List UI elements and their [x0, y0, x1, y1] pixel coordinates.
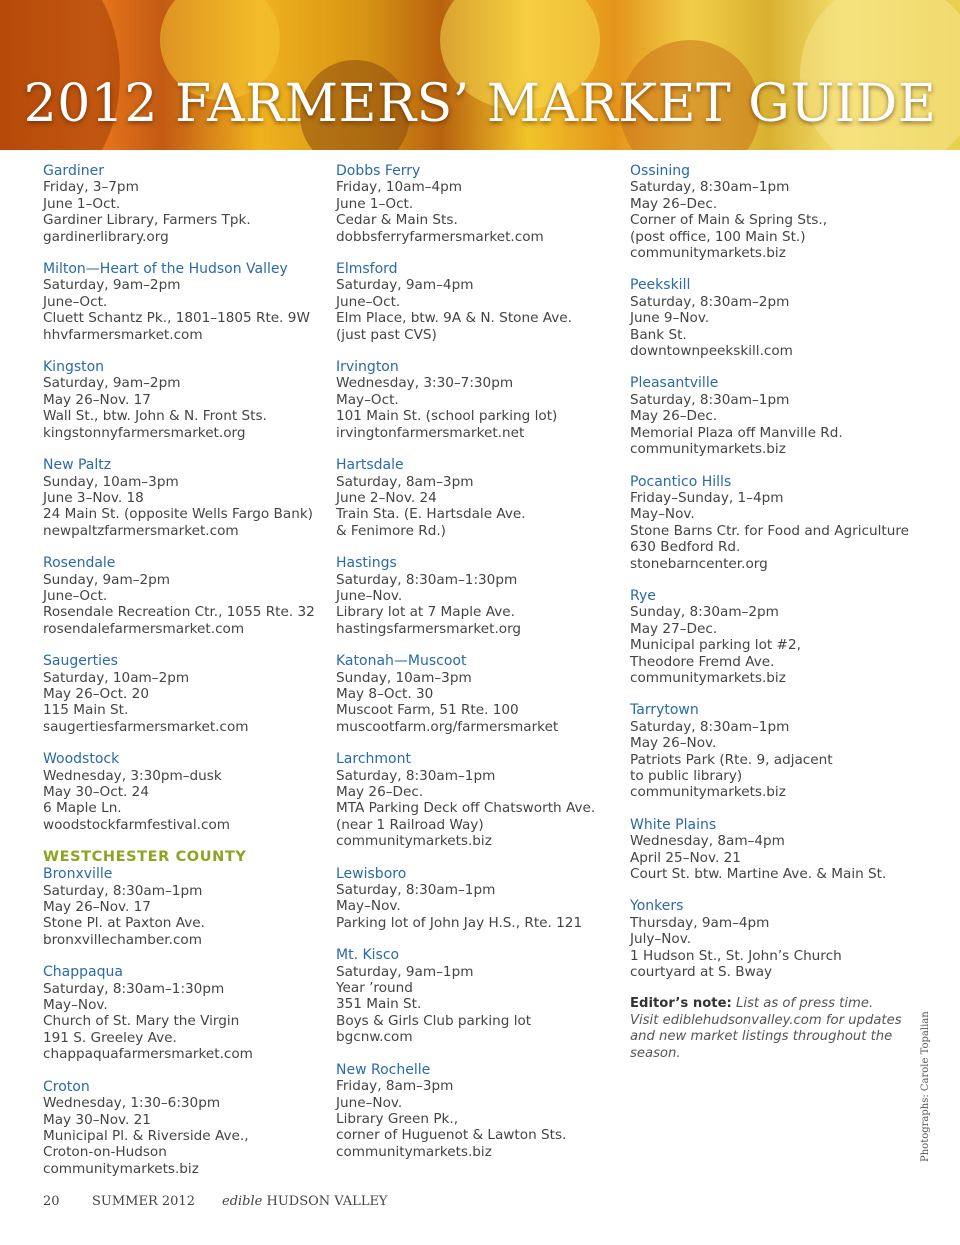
market-detail: 115 Main St.	[43, 702, 129, 719]
market-name: Croton	[43, 1078, 90, 1095]
market-column-2	[336, 163, 636, 1176]
market-column-3-entries	[630, 163, 910, 980]
editor-note-text: List as of press time.	[736, 996, 874, 1012]
market-detail: Rosendale Recreation Ctr., 1055 Rte. 32	[43, 604, 315, 621]
footer-brand-italic: edible	[222, 1194, 263, 1209]
market-detail: May 8–Oct. 30	[336, 685, 434, 702]
market-entry-lewisboro	[336, 866, 636, 932]
market-detail: kingstonnyfarmersmarket.org	[43, 424, 246, 441]
market-detail: Wall St., btw. John & N. Front Sts.	[43, 408, 267, 425]
market-detail: gardinerlibrary.org	[43, 228, 169, 245]
market-name: New Rochelle	[336, 1061, 431, 1078]
market-detail: June–Nov.	[336, 1094, 403, 1111]
market-detail: Saturday, 8am–3pm	[336, 473, 474, 490]
editor-note	[630, 996, 910, 1062]
market-detail: Municipal parking lot #2,	[630, 637, 801, 654]
market-entry-mt-kisco	[336, 947, 636, 1045]
market-detail: Bank St.	[630, 326, 687, 343]
market-entry-saugerties	[43, 653, 343, 735]
market-detail: Library lot at 7 Maple Ave.	[336, 604, 515, 621]
market-detail: communitymarkets.biz	[336, 1143, 492, 1160]
market-detail: Saturday, 9am–4pm	[336, 277, 474, 294]
market-detail: May 26–Oct. 20	[43, 685, 149, 702]
market-detail: May 26–Nov. 17	[43, 391, 151, 408]
footer-brand	[222, 1194, 388, 1209]
footer-brand-name: HUDSON VALLEY	[266, 1194, 388, 1209]
market-detail: Saturday, 8:30am–1pm	[630, 179, 790, 196]
market-detail: June–Oct.	[336, 293, 401, 310]
market-detail: Theodore Fremd Ave.	[630, 653, 775, 670]
market-name: New Paltz	[43, 457, 112, 474]
market-name: Mt. Kisco	[336, 947, 400, 964]
editor-note-visit: Visit ediblehudsonvalley.com for updates and new market listings throughout the season.	[630, 1012, 902, 1061]
market-detail: 6 Maple Ln.	[43, 800, 122, 817]
market-detail: Thursday, 9am–4pm	[630, 914, 770, 931]
market-detail: Saturday, 9am–1pm	[336, 963, 474, 980]
market-detail: hhvfarmersmarket.com	[43, 326, 203, 343]
market-detail: June 3–Nov. 18	[43, 489, 144, 506]
market-detail: newpaltzfarmersmarket.com	[43, 522, 239, 539]
market-detail: June 1–Oct.	[336, 195, 414, 212]
market-entry-croton	[43, 1079, 343, 1177]
market-detail: June–Oct.	[43, 587, 108, 604]
market-name: Irvington	[336, 359, 399, 376]
market-detail: Sunday, 9am–2pm	[43, 571, 171, 588]
market-detail: Friday, 3–7pm	[43, 179, 139, 196]
market-detail: May 26–Dec.	[336, 784, 424, 800]
market-detail: May–Nov.	[630, 506, 695, 523]
market-detail: saugertiesfarmersmarket.com	[43, 718, 249, 735]
market-detail: Stone Barns Ctr. for Food and Agriculture	[630, 522, 909, 539]
market-detail: Saturday, 8:30am–1pm	[336, 767, 496, 784]
market-detail: Cedar & Main Sts.	[336, 212, 458, 229]
market-detail: 630 Bedford Rd.	[630, 539, 741, 556]
market-entry-white-plains	[630, 817, 910, 883]
market-entry-hartsdale	[336, 457, 636, 539]
market-name: Dobbs Ferry	[336, 163, 421, 179]
market-name: Milton—Heart of the Hudson Valley	[43, 261, 288, 278]
editor-note-label: Editor’s note:	[630, 996, 732, 1012]
market-entry-elmsford	[336, 261, 636, 343]
market-detail: communitymarkets.biz	[630, 669, 786, 686]
market-detail: Saturday, 10am–2pm	[43, 669, 190, 686]
market-detail: Patriots Park (Rte. 9, adjacent	[630, 751, 833, 768]
market-detail: Saturday, 8:30am–1pm	[336, 882, 496, 899]
market-entry-new-paltz	[43, 457, 343, 539]
market-detail: 101 Main St. (school parking lot)	[336, 408, 558, 425]
market-detail: Corner of Main & Spring Sts.,	[630, 212, 828, 229]
market-detail: bronxvillechamber.com	[43, 931, 202, 948]
market-detail: June 9–Nov.	[630, 310, 710, 327]
market-detail: May 30–Nov. 21	[43, 1111, 151, 1128]
market-entry-pleasantville	[630, 375, 910, 457]
market-detail: May–Nov.	[43, 997, 108, 1014]
market-name: White Plains	[630, 816, 717, 833]
market-entry-irvington	[336, 359, 636, 441]
market-detail: Saturday, 9am–2pm	[43, 375, 181, 392]
market-name: Tarrytown	[630, 702, 699, 719]
market-entry-new-rochelle	[336, 1062, 636, 1160]
market-detail: bgcnw.com	[336, 1029, 413, 1046]
market-name: Peekskill	[630, 277, 691, 294]
market-detail: (post office, 100 Main St.)	[630, 228, 806, 245]
county-heading: WESTCHESTER COUNTY	[43, 849, 247, 866]
market-name: Katonah—Muscoot	[336, 653, 467, 670]
market-name: Larchmont	[336, 751, 411, 768]
market-detail: communitymarkets.biz	[43, 1160, 199, 1177]
market-entry-rosendale	[43, 555, 343, 637]
market-detail: downtownpeekskill.com	[630, 343, 793, 360]
market-detail: Train Sta. (E. Hartsdale Ave.	[336, 506, 526, 523]
market-detail: May 26–Dec.	[630, 408, 718, 425]
market-detail: dobbsferryfarmersmarket.com	[336, 228, 544, 245]
market-detail: Saturday, 8:30am–1:30pm	[43, 980, 225, 997]
market-detail: Saturday, 8:30am–1pm	[43, 882, 203, 899]
market-detail: Friday–Sunday, 1–4pm	[630, 489, 784, 506]
market-detail: hastingsfarmersmarket.org	[336, 620, 522, 637]
market-detail: Cluett Schantz Pk., 1801–1805 Rte. 9W	[43, 310, 310, 327]
market-name: Kingston	[43, 359, 105, 376]
market-detail: June 1–Oct.	[43, 195, 121, 212]
footer-issue: SUMMER 2012	[92, 1194, 195, 1209]
market-detail: Croton-on-Hudson	[43, 1144, 167, 1161]
market-entry-yonkers	[630, 898, 910, 980]
market-detail: Saturday, 8:30am–2pm	[630, 293, 790, 310]
market-detail: 351 Main St.	[336, 996, 422, 1013]
market-detail: corner of Huguenot & Lawton Sts.	[336, 1127, 567, 1144]
market-detail: Wednesday, 8am–4pm	[630, 833, 785, 850]
market-detail: May 26–Dec.	[630, 195, 718, 212]
market-detail: May 26–Nov.	[630, 735, 717, 752]
market-detail: Gardiner Library, Farmers Tpk.	[43, 212, 251, 229]
market-detail: Wednesday, 1:30–6:30pm	[43, 1095, 221, 1112]
market-detail: Saturday, 8:30am–1pm	[630, 718, 790, 735]
market-detail: courtyard at S. Bway	[630, 964, 773, 981]
market-name: Pleasantville	[630, 375, 719, 392]
market-entry-peekskill	[630, 277, 910, 359]
market-name: Rye	[630, 587, 656, 604]
market-detail: Saturday, 8:30am–1:30pm	[336, 571, 518, 588]
photo-credit: Photographs: Carole Topalian	[920, 1011, 931, 1162]
market-entry-kingston	[43, 359, 343, 441]
market-detail: Year ’round	[336, 980, 413, 997]
market-detail: April 25–Nov. 21	[630, 849, 741, 866]
page-title: 2012 FARMERS’ MARKET GUIDE	[23, 74, 937, 134]
market-entry-pocantico-hills	[630, 474, 910, 572]
market-detail: 191 S. Greeley Ave.	[43, 1029, 177, 1046]
market-detail: (near 1 Railroad Way)	[336, 816, 484, 833]
market-name: Elmsford	[336, 261, 398, 278]
market-name: Pocantico Hills	[630, 473, 732, 490]
market-detail: communitymarkets.biz	[336, 833, 492, 850]
market-name: Bronxville	[43, 866, 113, 883]
market-detail: communitymarkets.biz	[630, 784, 786, 801]
market-detail: Library Green Pk.,	[336, 1110, 459, 1127]
header-banner	[0, 0, 960, 150]
market-detail: Sunday, 10am–3pm	[336, 669, 472, 686]
market-entry-hastings	[336, 555, 636, 637]
market-detail: Church of St. Mary the Virgin	[43, 1013, 240, 1030]
market-detail: Boys & Girls Club parking lot	[336, 1012, 532, 1029]
market-detail: woodstockfarmfestival.com	[43, 816, 231, 833]
market-entry-katonah-muscoot	[336, 653, 636, 735]
market-detail: muscootfarm.org/farmersmarket	[336, 718, 559, 735]
market-entry-woodstock	[43, 751, 343, 833]
market-detail: (just past CVS)	[336, 326, 437, 343]
market-entry-chappaqua	[43, 964, 343, 1062]
market-detail: Muscoot Farm, 51 Rte. 100	[336, 702, 519, 719]
market-detail: June 2–Nov. 24	[336, 489, 437, 506]
market-name: Yonkers	[630, 898, 684, 915]
market-detail: & Fenimore Rd.)	[336, 522, 446, 539]
market-column-3	[630, 163, 910, 1062]
market-column-1	[43, 163, 343, 1193]
market-entry-bronxville	[43, 849, 343, 948]
market-detail: June–Oct.	[43, 293, 108, 310]
market-detail: Sunday, 8:30am–2pm	[630, 604, 779, 621]
market-detail: Elm Place, btw. 9A & N. Stone Ave.	[336, 310, 572, 327]
market-detail: Municipal Pl. & Riverside Ave.,	[43, 1127, 249, 1144]
market-entry-dobbs-ferry	[336, 163, 636, 245]
market-name: Saugerties	[43, 653, 118, 670]
market-detail: 1 Hudson St., St. John’s Church	[630, 947, 842, 964]
market-detail: Stone Pl. at Paxton Ave.	[43, 915, 205, 932]
market-detail: Saturday, 9am–2pm	[43, 277, 181, 294]
market-detail: rosendalefarmersmarket.com	[43, 620, 245, 637]
market-name: Lewisboro	[336, 865, 407, 882]
market-name: Ossining	[630, 163, 691, 179]
market-detail: May 30–Oct. 24	[43, 784, 149, 800]
market-entry-ossining	[630, 163, 910, 261]
market-name: Gardiner	[43, 163, 104, 179]
market-entry-rye	[630, 588, 910, 686]
market-detail: chappaquafarmersmarket.com	[43, 1046, 253, 1063]
market-entry-larchmont	[336, 751, 636, 849]
market-detail: Wednesday, 3:30–7:30pm	[336, 375, 514, 392]
market-detail: Sunday, 10am–3pm	[43, 473, 179, 490]
market-entry-milton-heart-of-the-hudson-valley	[43, 261, 343, 343]
market-detail: communitymarkets.biz	[630, 441, 786, 458]
market-name: Hastings	[336, 555, 397, 572]
market-entry-gardiner	[43, 163, 343, 245]
market-detail: May 27–Dec.	[630, 620, 718, 637]
market-detail: May–Nov.	[336, 898, 401, 915]
footer-page-number: 20	[43, 1194, 60, 1209]
market-detail: 24 Main St. (opposite Wells Fargo Bank)	[43, 506, 313, 523]
market-detail: irvingtonfarmersmarket.net	[336, 424, 525, 441]
market-detail: Friday, 8am–3pm	[336, 1078, 454, 1095]
market-detail: June–Nov.	[336, 587, 403, 604]
market-detail: communitymarkets.biz	[630, 245, 786, 262]
market-name: Rosendale	[43, 555, 116, 572]
market-detail: Wednesday, 3:30pm–dusk	[43, 767, 222, 784]
market-detail: July–Nov.	[630, 931, 692, 948]
market-detail: Parking lot of John Jay H.S., Rte. 121	[336, 914, 583, 931]
market-name: Hartsdale	[336, 457, 404, 474]
market-detail: Memorial Plaza off Manville Rd.	[630, 424, 843, 441]
market-name: Woodstock	[43, 751, 120, 768]
market-detail: MTA Parking Deck off Chatsworth Ave.	[336, 800, 596, 817]
market-detail: Friday, 10am–4pm	[336, 179, 463, 196]
market-detail: stonebarncenter.org	[630, 555, 768, 572]
market-detail: May 26–Nov. 17	[43, 899, 151, 916]
market-detail: to public library)	[630, 768, 743, 784]
market-detail: Court St. btw. Martine Ave. & Main St.	[630, 866, 887, 883]
market-detail: Saturday, 8:30am–1pm	[630, 391, 790, 408]
market-entry-tarrytown	[630, 702, 910, 800]
market-name: Chappaqua	[43, 964, 123, 981]
market-detail: May–Oct.	[336, 391, 399, 408]
